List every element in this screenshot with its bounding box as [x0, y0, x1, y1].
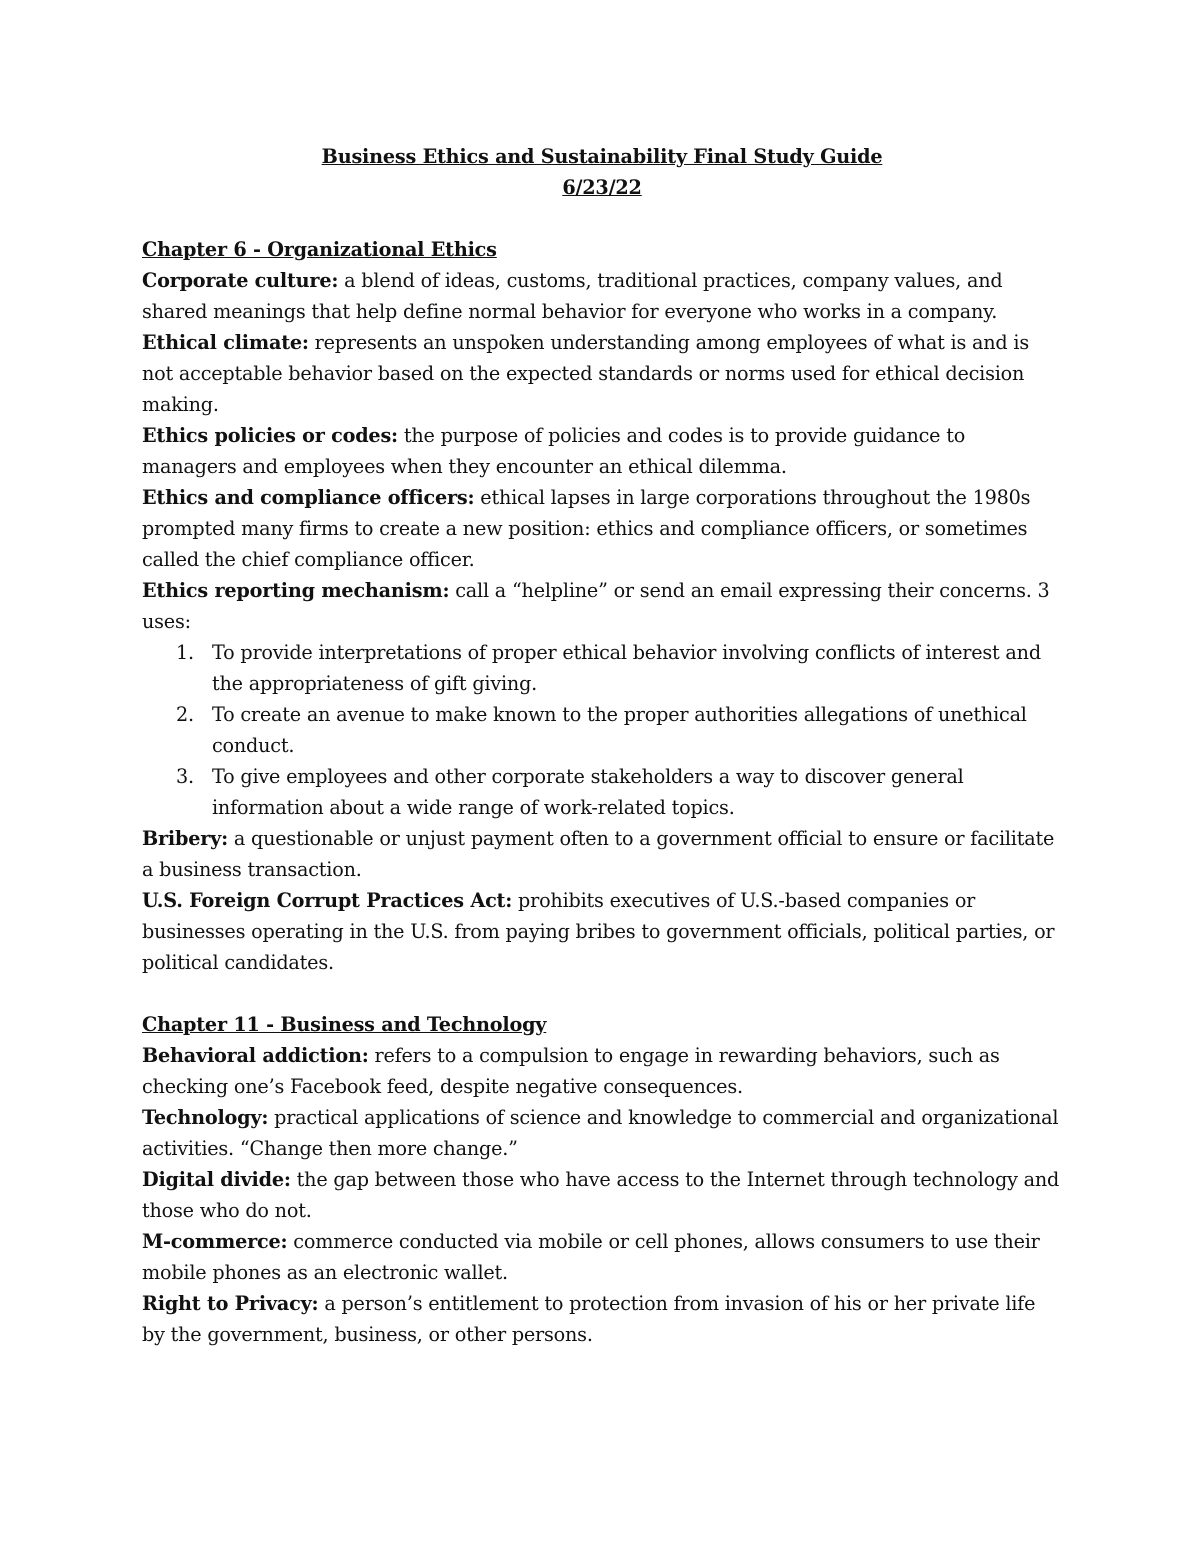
uses-list: [142, 637, 1062, 823]
term-label: Bribery:: [142, 827, 228, 850]
list-item-text: To provide interpretations of proper ethical behavior involving conflicts of interest and the appropriateness of gift giving.: [212, 641, 1041, 695]
term-reporting-mechanism: [142, 575, 1062, 637]
study-guide-page: [142, 141, 1062, 1350]
spacer: [142, 978, 1062, 1009]
term-fcpa: [142, 885, 1062, 978]
term-corporate-culture: [142, 265, 1062, 327]
list-item-text: To give employees and other corporate stakeholders a way to discover general information about a wide range of work-related topics.: [212, 765, 964, 819]
term-definition: practical applications of science and knowledge to commercial and organizational activities. “Change then more change.”: [142, 1106, 1059, 1160]
term-ethical-climate: [142, 327, 1062, 420]
list-item-text: To create an avenue to make known to the proper authorities allegations of unethical conduct.: [212, 703, 1027, 757]
term-bribery: [142, 823, 1062, 885]
term-definition: the purpose of policies and codes is to provide guidance to managers and employees when they encounter an ethical dilemma.: [142, 424, 966, 478]
list-item: [142, 637, 1062, 699]
term-definition: a person’s entitlement to protection from invasion of his or her private life by the government, business, or other persons.: [142, 1292, 1036, 1346]
term-compliance-officers: [142, 482, 1062, 575]
term-m-commerce: [142, 1226, 1062, 1288]
term-definition: call a “helpline” or send an email expressing their concerns. 3 uses:: [142, 579, 1050, 633]
term-label: M-commerce:: [142, 1230, 288, 1253]
list-item: [142, 699, 1062, 761]
list-item: [142, 761, 1062, 823]
list-item-number: 2.: [176, 703, 194, 726]
chapter-6-section: [142, 234, 1062, 978]
term-definition: the gap between those who have access to the Internet through technology and those who do not.: [142, 1168, 1060, 1222]
term-ethics-policies: [142, 420, 1062, 482]
term-label: Ethics and compliance officers:: [142, 486, 475, 509]
document-title: Business Ethics and Sustainability Final Study Guide: [321, 145, 883, 168]
term-label: Corporate culture:: [142, 269, 339, 292]
list-item-number: 1.: [176, 641, 194, 664]
term-definition: commerce conducted via mobile or cell phones, allows consumers to use their mobile phones as an electronic wallet.: [142, 1230, 1040, 1284]
term-definition: refers to a compulsion to engage in rewarding behaviors, such as checking one’s Facebook feed, despite negative consequences.: [142, 1044, 1000, 1098]
term-definition: a questionable or unjust payment often to a government official to ensure or facilitate a business transaction.: [142, 827, 1055, 881]
term-label: Ethics reporting mechanism:: [142, 579, 450, 602]
term-right-to-privacy: [142, 1288, 1062, 1350]
term-definition: a blend of ideas, customs, traditional practices, company values, and shared meanings that help define normal behavior for everyone who works in a company.: [142, 269, 1003, 323]
term-label: Ethical climate:: [142, 331, 309, 354]
chapter-6-heading: Chapter 6 - Organizational Ethics: [142, 238, 497, 261]
term-digital-divide: [142, 1164, 1062, 1226]
spacer: [142, 203, 1062, 234]
term-label: U.S. Foreign Corrupt Practices Act:: [142, 889, 513, 912]
term-label: Right to Privacy:: [142, 1292, 319, 1315]
chapter-11-heading: Chapter 11 - Business and Technology: [142, 1013, 547, 1036]
term-definition: ethical lapses in large corporations throughout the 1980s prompted many firms to create a new position: ethics and compliance officers, or sometimes called the chief compliance officer.: [142, 486, 1031, 571]
chapter-11-section: [142, 1009, 1062, 1350]
term-definition: prohibits executives of U.S.-based companies or businesses operating in the U.S. from paying bribes to government officials, political parties, or political candidates.: [142, 889, 1055, 974]
term-label: Behavioral addiction:: [142, 1044, 369, 1067]
term-technology: [142, 1102, 1062, 1164]
list-item-number: 3.: [176, 765, 194, 788]
term-definition: represents an unspoken understanding among employees of what is and is not acceptable behavior based on the expected standards or norms used for ethical decision making.: [142, 331, 1029, 416]
document-date: 6/23/22: [562, 176, 642, 199]
term-label: Digital divide:: [142, 1168, 291, 1191]
term-behavioral-addiction: [142, 1040, 1062, 1102]
term-label: Technology:: [142, 1106, 269, 1129]
term-label: Ethics policies or codes:: [142, 424, 398, 447]
